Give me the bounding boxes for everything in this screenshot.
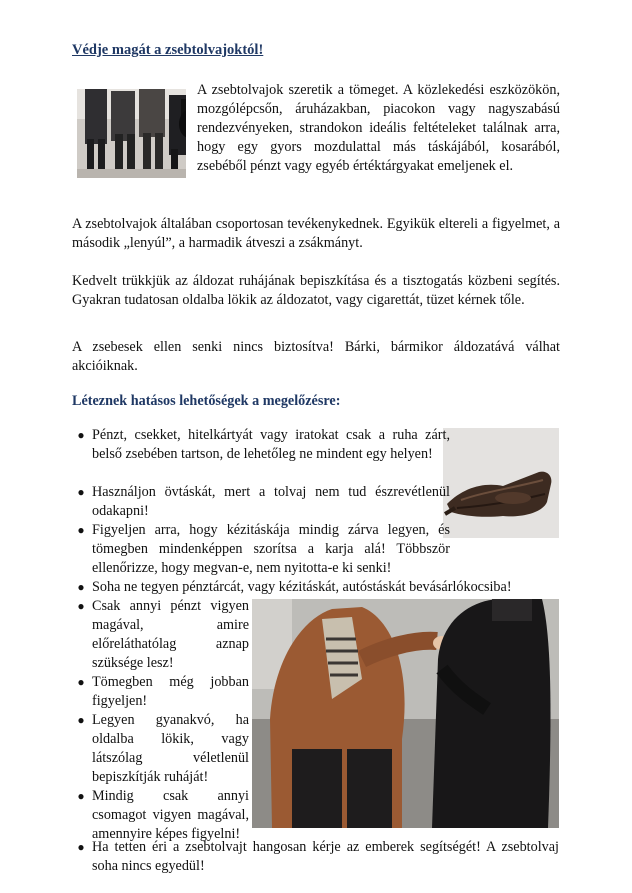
bullet-icon: ●: [77, 789, 85, 803]
bullet-text: Figyeljen arra, hogy kézitáskája mindig zárva legyen, és tömegben mindenképpen szorítsa a karja alá! Többször ellenőrizze, hogy megvan-e, nem nyitotta-e ki senki!: [92, 522, 450, 576]
bullet-icon: ●: [77, 428, 85, 442]
belt-bag-photo: [443, 428, 559, 538]
pickpocket-scene-photo: [252, 599, 559, 828]
paragraph-warning: A zsebesek ellen senki nincs biztosítva! Bárki, bármikor áldozatává válhat akcióiknak.: [72, 339, 560, 374]
bullet-text: Csak annyi pénzt vigyen magával, amire előreláthatólag aznap szüksége lesz!: [92, 598, 249, 671]
bullet-icon: ●: [77, 713, 85, 727]
paragraph-tricks: Kedvelt trükkjük az áldozat ruhájának bepiszkítása és a tisztogatás közbeni segítés. Gyakran tudatosan oldalba lökik az áldozatot, vagy cigarettát, tüzet kérnek tőle.: [72, 273, 560, 308]
bullet-text: Tömegben még jobban figyeljen!: [92, 674, 249, 709]
bullet-text: Legyen gyanakvó, ha oldalba lökik, vagy látszólag véletlenül bepiszkítják ruháját!: [92, 712, 249, 785]
bullet-icon: ●: [77, 580, 85, 594]
bullet-text: Mindig csak annyi csomagot vigyen magával, amennyire képes figyelni!: [92, 788, 249, 842]
bullet-text: Ha tetten éri a zsebtolvajt hangosan kérje az emberek segítségét! A zsebtolvaj soha nincs egyedül!: [92, 839, 559, 874]
bullet-text: Soha ne tegyen pénztárcát, vagy kézitáskát, autóstáskát bevásárlókocsiba!: [92, 579, 512, 595]
prevention-heading: Léteznek hatásos lehetőségek a megelőzésre:: [72, 393, 341, 409]
paragraph-groups: A zsebtolvajok általában csoportosan tevékenykednek. Egyikük eltereli a figyelmet, a második „lenyúl”, a harmadik átveszi a zsákmányt.: [72, 216, 560, 251]
bullet-icon: ●: [77, 599, 85, 613]
page-title: Védje magát a zsebtolvajoktól!: [72, 42, 264, 58]
intro-paragraph: A zsebtolvajok szeretik a tömeget. A közlekedési eszközökön, mozgólépcsőn, áruházakban, piacokon vagy nagyszabású rendezvényeken, strandokon ideális feltételeket találnak arra, hogy egy gyors mozdulattal más táskájából, kosarából, zsebéből pénzt vagy egyéb értéktárgyakat emeljenek el.: [197, 82, 560, 174]
bullet-icon: ●: [77, 485, 85, 499]
bullet-icon: ●: [77, 840, 85, 854]
bullet-icon: ●: [77, 675, 85, 689]
bullet-text: Pénzt, csekket, hitelkártyát vagy iratokat csak a ruha zárt, belső zsebében tartson, de lehetőleg ne mindent egy helyen!: [92, 427, 450, 462]
bullet-text: Használjon övtáskát, mert a tolvaj nem tud észrevétlenül odakapni!: [92, 484, 450, 519]
bullet-icon: ●: [77, 523, 85, 537]
crowd-photo: [77, 89, 186, 178]
